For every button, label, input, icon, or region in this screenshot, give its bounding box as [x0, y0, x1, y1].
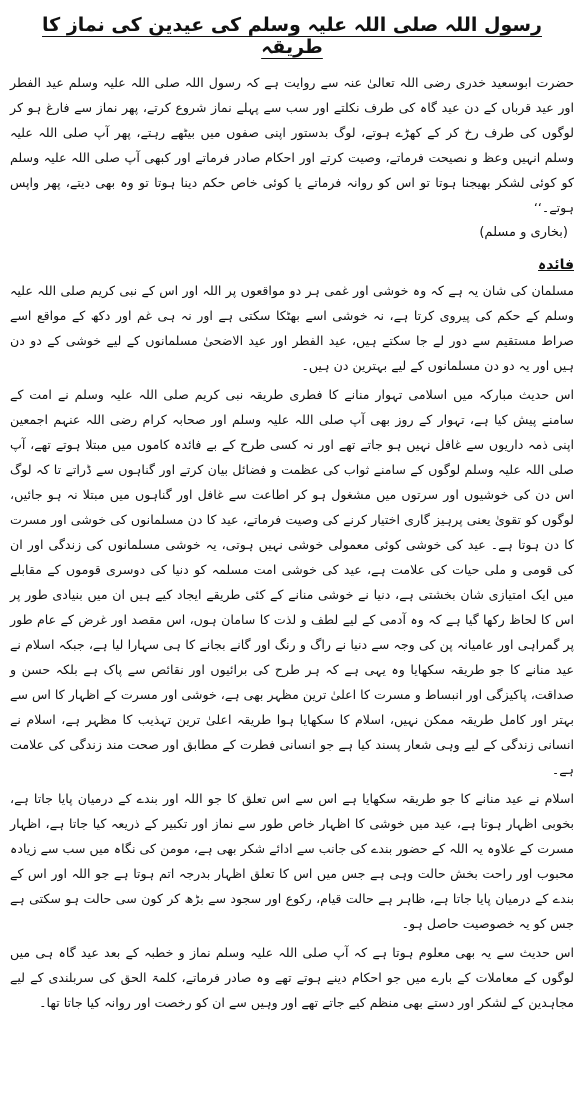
- explanation-paragraph: اس حدیث سے یہ بھی معلوم ہوتا ہے کہ آپ صلی اللہ علیہ وسلم نماز و خطبہ کے بعد عید گاہ ہی میں لوگوں کے معاملات کے بارے میں جو احکام دینے ہوتے تھے وہ صادر فرماتے، کلمۃ الحق کی سربلندی کے لیے مجاہدین کے لشکر اور دستے بھی منظم کیے جاتے تھے اور وہیں سے ان کو رخصت اور روانہ کیا جاتا تھا۔: [10, 945, 574, 1010]
- hadith-reference: (بخاری و مسلم): [479, 225, 568, 240]
- faida-heading: فائدہ: [538, 257, 574, 273]
- explanation-paragraph: اس حدیث مبارکہ میں اسلامی تہوار منانے کا فطری طریقہ نبی کریم صلی اللہ علیہ وسلم نے امت کے سامنے پیش کیا ہے، تہوار کے روز بھی آپ صلی اللہ علیہ وسلم اور صحابہ کرام رضی اللہ عنہم اجمعین اپنی ذمہ داریوں سے غافل نہیں ہو جاتے تھے اور نہ کسی طرح کے بے فائدہ کاموں میں مبتلا ہوتے تھے، آپ صلی اللہ علیہ وسلم لوگوں کے سامنے ثواب کی عظمت و فضائل بیان کرتے اور گناہوں سے ڈراتے تا کہ لوگ اس دن کی خوشیوں اور سرتوں میں مشغول ہو کر اطاعت سے غافل اور گناہوں میں مبتلا نہ ہو جائیں، لوگوں کو تقویٰ یعنی پرہیز گاری اختیار کرنے کی وصیت فرماتے، عید کا دن مسلمانوں کی خوشی اور مسرت کا دن ہوتا ہے۔ عید کی خوشی کوئی معمولی خوشی نہیں ہوتی، یہ خوشی مسلمانوں کی زندگی اور ان کی قومی و ملی حیات کی علامت ہے، عید کی خوشی امت مسلمہ کو دنیا کی دوسری قوموں کے مقابلے میں ایک امتیازی شان بخشتی ہے، دنیا نے خوشی منانے کے کئی طریقے ایجاد کیے ہیں ان میں بنیادی طور پر اس کا لحاظ رکھا گیا ہے کہ وہ آدمی کے لیے لطف و لذت کا سامان ہوں، اس مقصد اور غرض کے عام طور پر گمراہی اور عامیانہ پن کی وجہ سے دنیا نے راگ و رنگ اور گانے بجانے کا ہی سہارا لیا ہے، جبکہ اسلام نے عید منانے کا جو طریقہ سکھایا وہ یہی ہے کہ ہر طرح کی برائیوں اور نقائص سے پاک ہے بلکہ حسن و صداقت، پاکیزگی اور انبساط و مسرت کا اعلیٰ ترین مظہر بھی ہے، خوشی اور مسرت کے اظہار کا اس سے بہتر اور کامل طریقہ ممکن نہیں، اسلام کا سکھایا ہوا طریقہ اعلیٰ ترین تہذیب کا مظہر ہے، اسلام نے انسانی زندگی کے لیے وہی شعار پسند کیا ہے جو انسانی فطرت کے مطابق اور صحت مند زندگی کی علامت ہے۔: [10, 387, 574, 777]
- explanation-paragraph: اسلام نے عید منانے کا جو طریقہ سکھایا ہے اس سے اس تعلق کا جو اللہ اور بندے کے درمیان پایا جاتا ہے، بخوبی اظہار ہوتا ہے، عید میں خوشی کا اظہار خاص طور سے نماز اور تکبیر کے ذریعہ کیا جاتا ہے، اظہار مسرت کے علاوہ یہ اللہ کے حضور بندے کی جانب سے ادائے شکر بھی ہے، مومن کی نگاہ میں سب سے زیادہ محبوب اور راحت بخش حالت وہی ہے جس میں اس کا تعلق اظہار بدرجہ اتم ہوتا ہے جو اللہ اور اس کے بندے کے درمیان پایا جاتا ہے، ظاہر ہے حالت قیام، رکوع اور سجود سے بڑھ کر کون سی حالت ہو سکتی ہے جس کو یہ خصوصیت حاصل ہو۔: [10, 791, 574, 931]
- page-title: رسول اللہ صلی اللہ علیہ وسلم کی عیدین کی نماز کا طریقہ: [42, 14, 542, 58]
- hadith-text: حضرت ابوسعید خدری رضی اللہ تعالیٰ عنہ سے روایت ہے کہ رسول اللہ صلی اللہ علیہ وسلم عید الفطر اور عید قرباں کے دن عید گاہ کی طرف نکلتے اور سب سے پہلے نماز شروع کرتے، پھر نماز سے فارغ ہو کر لوگوں کی طرف رخ کر کے کھڑے ہوتے، لوگ بدستور اپنی صفوں میں بیٹھے رہتے، پھر آپ صلی اللہ علیہ وسلم انہیں وعظ و نصیحت فرماتے، وصیت کرتے اور احکام صادر فرماتے اور کبھی آپ صلی اللہ علیہ وسلم کو کوئی لشکر بھیجنا ہوتا تو اس کو روانہ فرماتے یا کوئی خاص حکم دینا ہوتا تو وہ بھی دیتے، پھر واپس ہوتے۔‘‘: [10, 75, 574, 215]
- explanation-paragraph: مسلمان کی شان یہ ہے کہ وہ خوشی اور غمی ہر دو مواقعوں پر اللہ اور اس کے نبی کریم صلی اللہ علیہ وسلم کے حکم کی پیروی کرتا ہے، نہ خوشی اسے بھٹکا سکتی ہے اور نہ ہی غم اور دکھ کے مواقع اسے صراط مستقیم سے دور لے جا سکتے ہیں، عید الفطر اور عید الاضحیٰ مسلمانوں کے لیے خوشی کے دو دن ہیں اور یہ دو دن مسلمانوں کے لیے بہترین دن ہیں۔: [10, 283, 574, 373]
